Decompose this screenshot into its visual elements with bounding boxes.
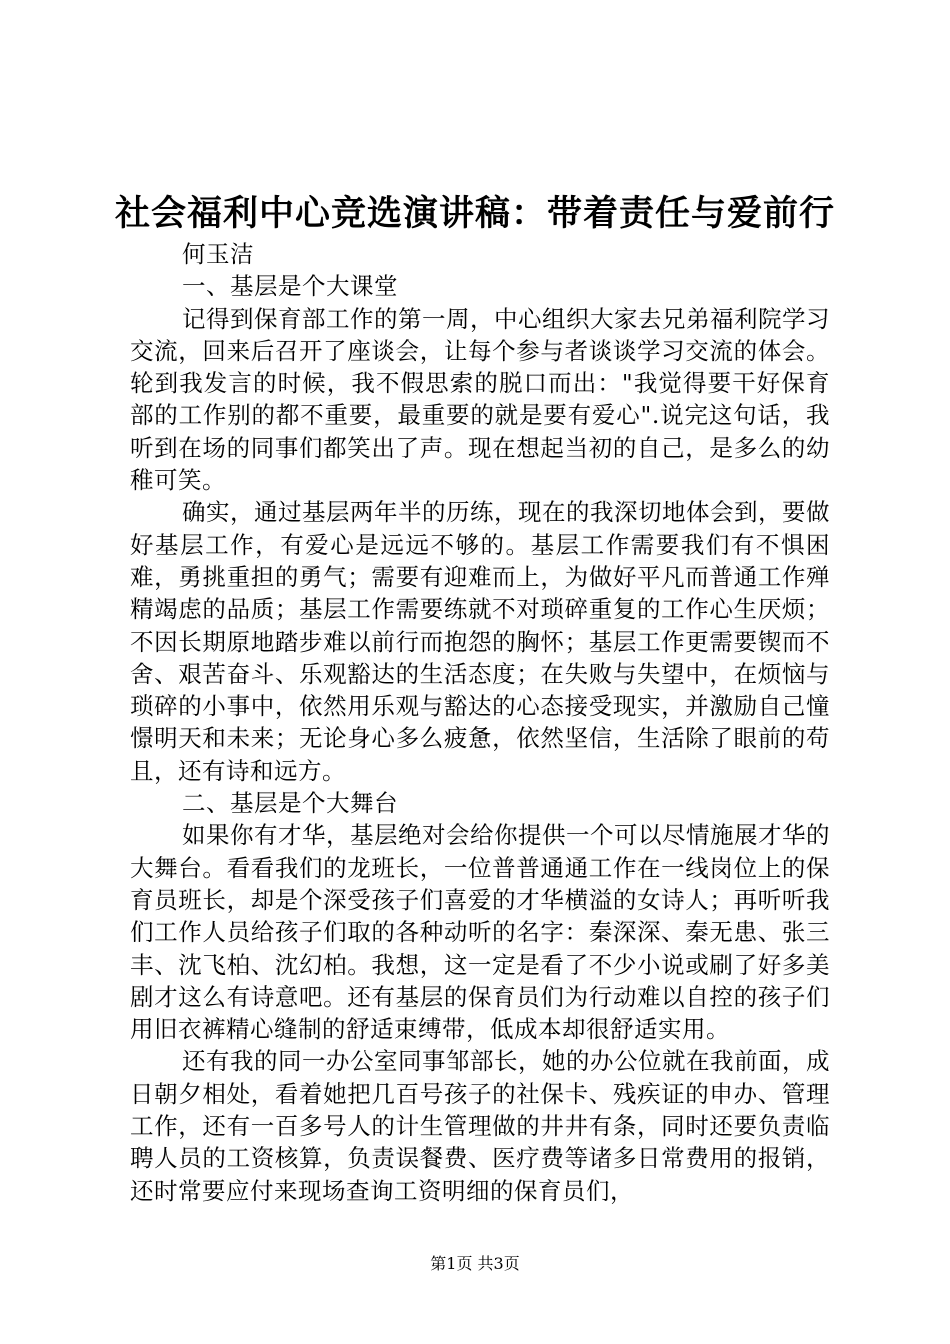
document-body bbox=[130, 238, 830, 1207]
document-title: 社会福利中心竞选演讲稿：带着责任与爱前行 bbox=[114, 193, 835, 234]
page-footer: 第1页 共3页 bbox=[430, 1254, 520, 1273]
body-paragraph: 如果你有才华，基层绝对会给你提供一个可以尽情施展才华的大舞台。看看我们的龙班长，一位普普通通工作在一线岗位上的保育员班长，却是个深受孩子们喜爱的才华横溢的女诗人；再听听我们工作人员给孩子们取的各种动听的名字：秦深深、秦无患、张三丰、沈飞柏、沈幻柏。我想，这一定是看了不少小说或刷了好多美剧才这么有诗意吧。还有基层的保育员们为行动难以自控的孩子们用旧衣裤精心缝制的舒适束缚带，低成本却很舒适实用。 bbox=[130, 821, 830, 1044]
author-line: 何玉洁 bbox=[182, 240, 254, 268]
body-paragraph: 还有我的同一办公室同事邹部长，她的办公位就在我前面，成日朝夕相处，看着她把几百号孩子的社保卡、残疾证的申办、管理工作，还有一百多号人的计生管理做的井井有条，同时还要负责临聘人员的工资核算，负责误餐费、医疗费等诸多日常费用的报销，还时常要应付来现场查询工资明细的保育员们， bbox=[130, 1047, 830, 1205]
section-heading: 二、基层是个大舞台 bbox=[182, 789, 398, 818]
body-paragraph: 记得到保育部工作的第一周，中心组织大家去兄弟福利院学习交流，回来后召开了座谈会，让每个参与者谈谈学习交流的体会。轮到我发言的时候，我不假思索的脱口而出："我觉得要干好保育部的工作别的都不重要，最重要的就是要有爱心".说完这句话，我听到在场的同事们都笑出了声。现在想起当初的自己，是多么的幼稚可笑。 bbox=[130, 304, 830, 495]
body-paragraph: 确实，通过基层两年半的历练，现在的我深切地体会到，要做好基层工作，有爱心是远远不够的。基层工作需要我们有不惧困难，勇挑重担的勇气；需要有迎难而上，为做好平凡而普通工作殚精竭虑的品质；基层工作需要练就不对琐碎重复的工作心生厌烦；不因长期原地踏步难以前行而抱怨的胸怀；基层工作更需要锲而不舍、艰苦奋斗、乐观豁达的生活态度；在失败与失望中，在烦恼与琐碎的小事中，依然用乐观与豁达的心态接受现实，并激励自己憧憬明天和未来；无论身心多么疲惫，依然坚信，生活除了眼前的苟且，还有诗和远方。 bbox=[130, 498, 830, 785]
section-heading: 一、基层是个大课堂 bbox=[182, 272, 398, 301]
